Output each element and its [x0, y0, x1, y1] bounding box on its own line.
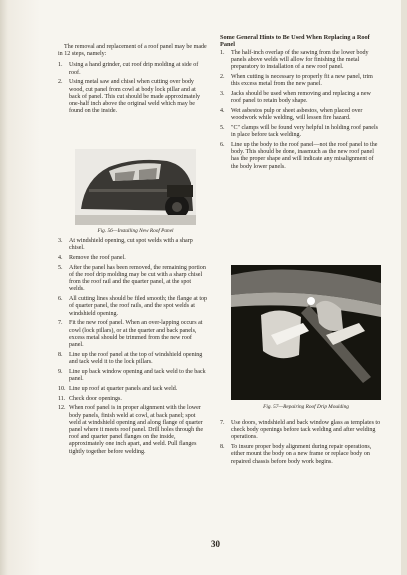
- step-number: 4.: [58, 255, 63, 261]
- hint-number: 2.: [220, 74, 225, 81]
- step-number: 8.: [58, 351, 63, 358]
- fig57-caption: Fig. 57—Repairing Roof Drip Moulding: [263, 404, 349, 410]
- step-number: 5.: [58, 264, 63, 271]
- hint-number: 5.: [220, 125, 225, 132]
- hint-number: 4.: [220, 108, 225, 115]
- left-intro: The removal and replacement of a roof panel may be made in 12 steps, namely:: [58, 44, 207, 58]
- right-column-lower: [220, 420, 381, 468]
- list-item: [58, 396, 208, 403]
- list-item: [58, 238, 208, 252]
- hint-text: To insure proper body alignment during repair operations, either mount the body on a new frame or replace body on repaired chassis before body work begins.: [231, 444, 372, 465]
- hint-text: The half-inch overlap of the sawing from the lower body panels above welds will allow for finishing the metal preparatory to installation of a new roof panel.: [231, 49, 369, 71]
- list-item: [220, 125, 381, 139]
- step-text: At windshield opening, cut spot welds with a sharp chisel.: [69, 238, 193, 252]
- page-edge: [401, 0, 407, 575]
- step-text: Line up the roof panel at the top of windshield opening and tack weld it to the lock pillars.: [69, 351, 203, 366]
- right-column: [220, 34, 381, 173]
- step-text: Fit the new roof panel. When an over-lapping occurs at cowl (lock pillars), or at the quarter and back panels, excess metal should be trimmed from the new roof panel.: [69, 320, 203, 349]
- hint-text: When cutting is necessary to properly fit a new panel, trim this excess metal from the new panel.: [231, 74, 373, 88]
- hint-text: "C" clamps will be found very helpful in holding roof panels in place before tack welding.: [231, 125, 379, 139]
- step-text: Remove the roof panel.: [69, 255, 126, 261]
- list-item: [58, 369, 208, 383]
- list-item: [58, 296, 208, 318]
- list-item: [220, 420, 381, 442]
- step-text: When roof panel is in proper alignment with the lower body panels, finish weld at cowl, at back panel; spot weld at windshield opening and along flange of quarter panel where it meets roof panel. Drill holes through the roof and quarter panel flanges on the inside, approximately one inch apart, and weld. Pull flanges tightly together before welding.: [69, 405, 203, 455]
- step-text: Using a hand grinder, cut roof drip molding at side of roof.: [69, 62, 199, 76]
- welding-photo: [231, 265, 381, 400]
- step-text: Line up back window opening and tack weld to the back panel.: [69, 368, 206, 383]
- step-number: 2.: [58, 79, 63, 86]
- fig57-photo: [231, 265, 381, 400]
- step-number: 11.: [58, 395, 66, 402]
- step-number: 1.: [58, 62, 63, 69]
- hint-number: 1.: [220, 49, 225, 56]
- hint-number: 6.: [220, 142, 225, 149]
- hint-text: Use doors, windshield and back window glass as templates to check body openings before tack welding and after welding operations.: [231, 420, 381, 441]
- left-column: [58, 44, 208, 118]
- list-item: [220, 108, 381, 122]
- list-item: [58, 405, 208, 455]
- left-column-lower: [58, 238, 208, 458]
- page-number: 30: [211, 539, 220, 549]
- steps-list-top: [58, 62, 208, 115]
- list-item: [58, 62, 208, 76]
- step-number: 6.: [58, 296, 63, 303]
- list-item: [220, 50, 381, 72]
- list-item: [58, 265, 208, 294]
- car-roof-photo: [75, 149, 196, 225]
- hint-text: Line up the body to the roof panel—not the roof panel to the body. This should be done, inasmuch as the new roof panel has the proper shape and will indicate any misalignment of the body lower panels.: [231, 142, 378, 170]
- step-number: 9.: [58, 368, 63, 375]
- list-item: [58, 79, 208, 115]
- step-text: Using metal saw and chisel when cutting over body wood, cut panel from cowl at body lock pillar and at back of panel. This cut should be made approximately one-half inch above the original weld which may be found on the inside.: [69, 79, 201, 115]
- list-item: [58, 255, 208, 262]
- hints-list-top: [220, 50, 381, 171]
- hint-text: Wet asbestos pulp or sheet asbestos, when placed over woodwork while welding, will lessen fire hazard.: [231, 108, 363, 122]
- hint-number: 7.: [220, 420, 225, 426]
- list-item: [58, 386, 208, 393]
- hint-text: Jacks should be used when removing and replacing a new roof panel to retain body shape.: [231, 91, 371, 105]
- step-text: Line up roof at quarter panels and tack weld.: [69, 385, 178, 392]
- step-number: 10.: [58, 385, 66, 392]
- hints-heading: Some General Hints to Be Used When Replacing a Roof Panel: [220, 34, 370, 49]
- list-item: [58, 320, 208, 349]
- steps-list-bottom: [58, 238, 208, 456]
- hints-list-bottom: [220, 420, 381, 466]
- step-number: 12.: [58, 405, 66, 412]
- hint-number: 3.: [220, 91, 225, 98]
- step-text: Check door openings.: [69, 395, 122, 402]
- step-text: After the panel has been removed, the remaining portion of the roof drip molding may be cut with a sharp chisel from the roof rail and the quarter panel, at the spot welds.: [69, 264, 206, 293]
- list-item: [220, 74, 381, 88]
- fig56-photo: [75, 149, 196, 225]
- step-number: 3.: [58, 238, 63, 244]
- list-item: [220, 142, 381, 171]
- fig56-caption: Fig. 56—Installing New Roof Panel: [97, 228, 174, 234]
- list-item: [220, 91, 381, 105]
- hint-number: 8.: [220, 444, 225, 451]
- step-text: All cutting lines should be filed smooth; the flange at top of quarter panel, the roof rails, and the spot welds at windshield opening.: [69, 296, 208, 317]
- list-item: [58, 352, 208, 366]
- list-item: [220, 444, 381, 466]
- step-number: 7.: [58, 320, 63, 327]
